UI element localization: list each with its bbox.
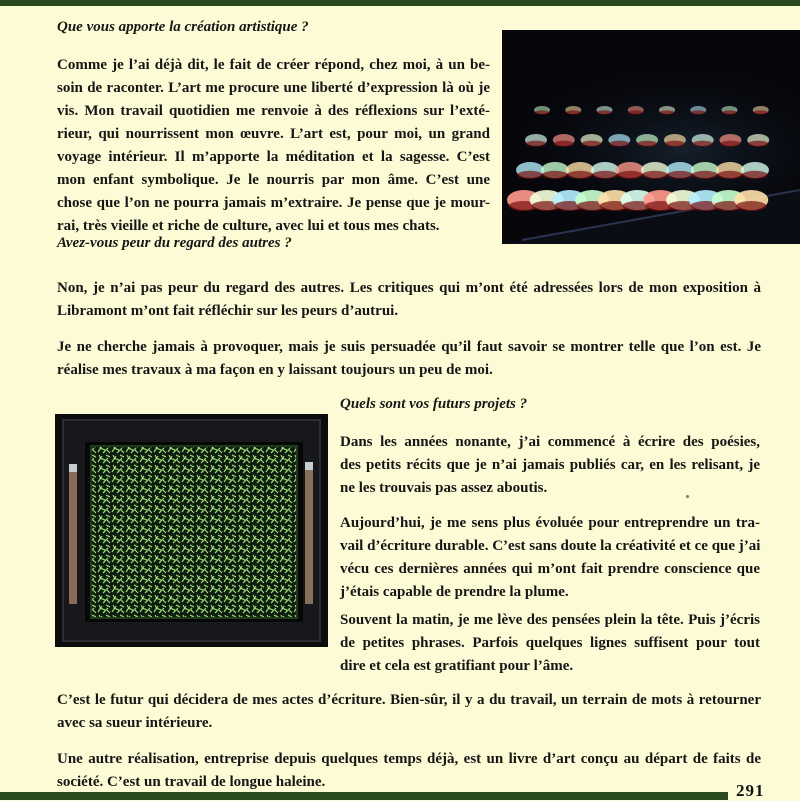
bowl-shadow bbox=[693, 141, 713, 147]
bowl-shadow bbox=[660, 110, 674, 114]
artwork-photo-green-frame bbox=[55, 414, 328, 647]
artwork-photo-glowing-bowls bbox=[502, 30, 800, 244]
top-border bbox=[0, 0, 800, 6]
bowl-shadow bbox=[692, 171, 717, 179]
paragraph-future-3: Souvent la matin, je me lève des pensées plein la tête. Puis j’écris de petites phrases. Parfois quelques lignes suffisent pour tout dire et cela est gratifiant pour l’âme. bbox=[340, 612, 760, 674]
bowl-shadow bbox=[617, 171, 642, 179]
bowl-shadow bbox=[748, 141, 768, 147]
print-speck bbox=[686, 495, 689, 498]
bowl-shadow bbox=[721, 141, 741, 147]
paragraph-future-5: Une autre réalisation, entreprise depuis quelques temps déjà, est un livre d’art conçu au départ de faits de société. C’est un travail de longue haleine. bbox=[57, 751, 761, 790]
bowl-shadow bbox=[526, 141, 546, 147]
bowl-shadow bbox=[665, 141, 685, 147]
heading-future-projects: Quels sont vos futurs projets ? bbox=[340, 396, 528, 412]
heading-fear-of-others: Avez-vous peur du regard des autres ? bbox=[57, 235, 292, 251]
bowl-shadow bbox=[609, 141, 629, 147]
paragraph-future-2: Aujourd’hui, je me sens plus évoluée pour entreprendre un tra- vail d’écriture durable. C’est sans doute la créativité et ce que j’ai vécu ces dernières années qui m’ont fait prendre conscience que j’étais capable de prendre la plume. bbox=[340, 515, 761, 600]
bowl-shadow bbox=[592, 171, 617, 179]
bowl-shadow bbox=[566, 110, 580, 114]
bottom-border bbox=[0, 792, 728, 800]
bowl-shadow bbox=[629, 110, 643, 114]
bowl-shadow bbox=[582, 141, 602, 147]
paragraph-artistic-creation: Comme je l’ai déjà dit, le fait de créer répond, chez moi, à un be- soin de raconter. L’art me procure une liberté d’expression là où je vis. Mon travail quotidien me renvoie à des réflexions sur l’exté- rieur, qui nourrissent mon œuvre. L’art est, pour moi, un grand voyage intérieur. Il m’apporte la méditation et la sagesse. C’est mon enfant symbolique. Je le nourris par mon âme. C’est une chose que l’on ne pourra jamais m’extraire. Je pense que je mour- rai, très vieille et riche de culture, avec lui et tous mes chats. bbox=[57, 57, 490, 234]
bowl-shadow bbox=[736, 201, 767, 211]
page-number: 291 bbox=[736, 781, 765, 800]
bowl-shadow bbox=[597, 110, 611, 114]
paragraph-fear-2: Je ne cherche jamais à provoquer, mais je suis persuadée qu’il faut savoir se montrer telle que l’on est. Je réalise mes travaux à ma façon en y laissant toujours un peu de moi. bbox=[57, 339, 761, 378]
bowl-shadow bbox=[722, 110, 736, 114]
bowl-shadow bbox=[717, 171, 742, 179]
bowl-shadow bbox=[667, 171, 692, 179]
bowl-shadow bbox=[642, 171, 667, 179]
bowl-shadow bbox=[535, 110, 549, 114]
paragraph-future-1: Dans les années nonante, j’ai commencé à écrire des poésies, des petits récits que je n’ai jamais publiés car, en les relisant, je ne les trouvais pas assez aboutis. bbox=[340, 434, 760, 496]
bowl-shadow bbox=[691, 110, 705, 114]
bowl-shadow bbox=[742, 171, 767, 179]
paragraph-fear-1: Non, je n’ai pas peur du regard des autres. Les critiques qui m’ont été adressées lors de mon exposition à Libramont m’ont fait réfléchir sur les peurs d’autrui. bbox=[57, 280, 761, 319]
bowl-shadow bbox=[637, 141, 657, 147]
bowl-shadow bbox=[542, 171, 567, 179]
bowl-shadow bbox=[754, 110, 768, 114]
heading-artistic-creation: Que vous apporte la création artistique ? bbox=[57, 19, 309, 35]
bowl-shadow bbox=[554, 141, 574, 147]
bowl-shadow bbox=[517, 171, 542, 179]
bowl-shadow bbox=[567, 171, 592, 179]
paragraph-future-4: C’est le futur qui décidera de mes actes d’écriture. Bien-sûr, il y a du travail, un terrain de mots à retourner avec sa sueur intérieure. bbox=[57, 692, 761, 731]
